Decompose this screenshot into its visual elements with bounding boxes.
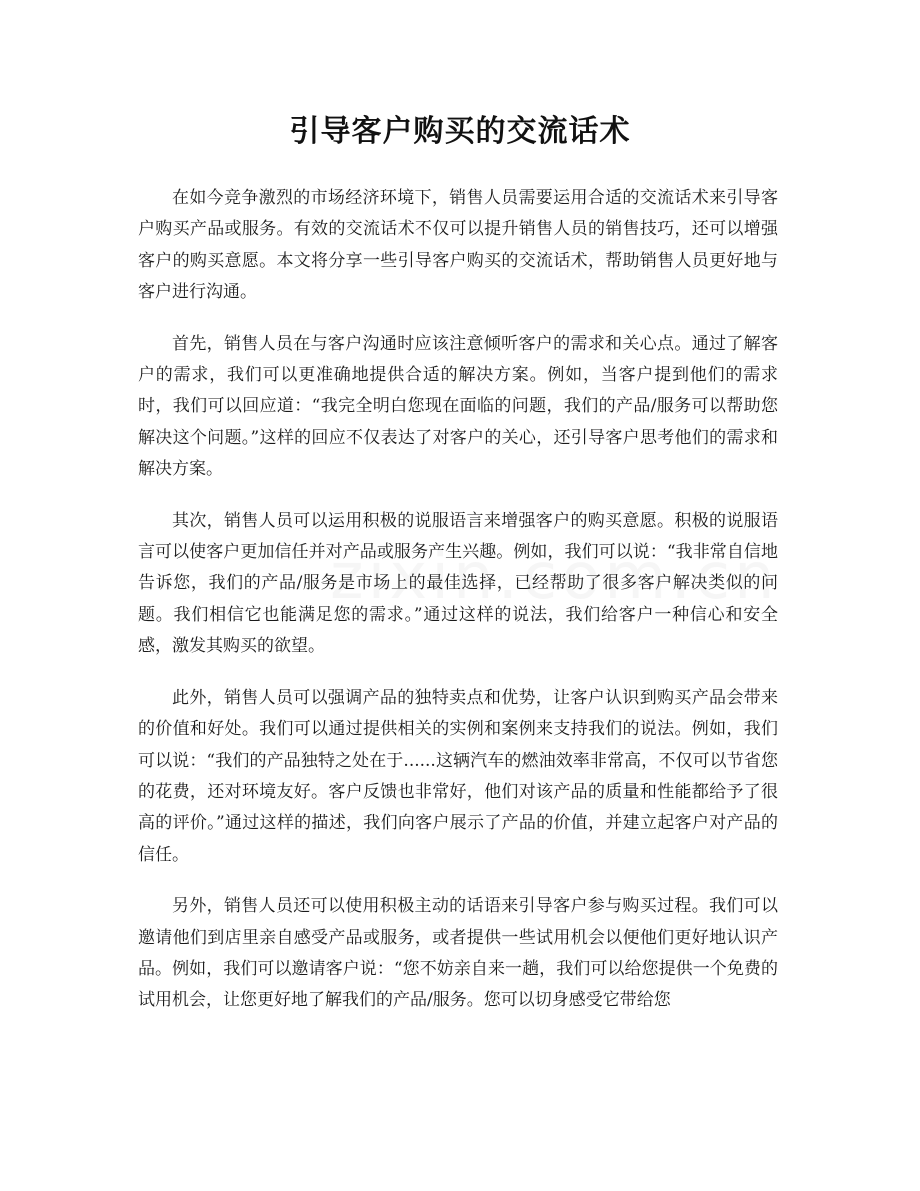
page-title: 引导客户购买的交流话术 [289, 114, 631, 149]
paragraph-listening: 首先，销售人员在与客户沟通时应该注意倾听客户的需求和关心点。通过了解客户的需求，我们可以更准确地提供合适的解决方案。例如，当客户提到他们的需求时，我们可以回应道：“我完全明白您现在面临的问题，我们的产品/服务可以帮助您解决这个问题。”这样的回应不仅表达了对客户的关心，还引导客户思考他们的需求和解决方案。 [138, 333, 778, 480]
paragraph-selling-points: 此外，销售人员可以强调产品的独特卖点和优势，让客户认识到购买产品会带来的价值和好处。我们可以通过提供相关的实例和案例来支持我们的说法。例如，我们可以说：“我们的产品独特之处在于......这辆汽车的燃油效率非常高，不仅可以节省您的花费，还对环境友好。客户反馈也非常好，他们对该产品的质量和性能都给予了很高的评价。”通过这样的描述，我们向客户展示了产品的价值，并建立起客户对产品的信任。 [138, 687, 778, 865]
paragraph-intro: 在如今竞争激烈的市场经济环境下，销售人员需要运用合适的交流话术来引导客户购买产品或服务。有效的交流话术不仅可以提升销售人员的销售技巧，还可以增强客户的购买意愿。本文将分享一些引导客户购买的交流话术，帮助销售人员更好地与客户进行沟通。 [138, 188, 778, 303]
paragraph-engagement: 另外，销售人员还可以使用积极主动的话语来引导客户参与购买过程。我们可以邀请他们到店里亲自感受产品或服务，或者提供一些试用机会以便他们更好地认识产品。例如，我们可以邀请客户说：“您不妨亲自来一趟，我们可以给您提供一个免费的试用机会，让您更好地了解我们的产品/服务。您可以切身感受它带给您 [138, 896, 778, 1011]
document-body [138, 183, 778, 1037]
paragraph-persuasion: 其次，销售人员可以运用积极的说服语言来增强客户的购买意愿。积极的说服语言可以使客户更加信任并对产品或服务产生兴趣。例如，我们可以说：“我非常自信地告诉您，我们的产品/服务是市场上的最佳选择，已经帮助了很多客户解决类似的问题。我们相信它也能满足您的需求。”通过这样的说法，我们给客户一种信心和安全感，激发其购买的欲望。 [138, 510, 778, 657]
